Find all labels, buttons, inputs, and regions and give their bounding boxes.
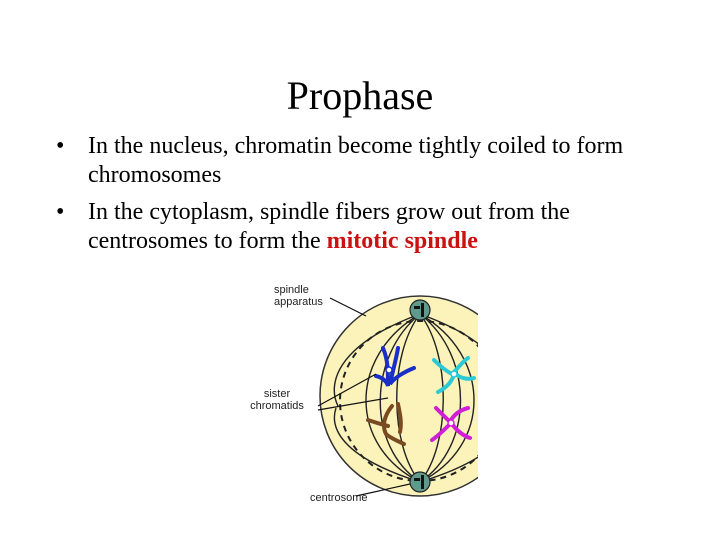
bullet-item-cytoplasm [56,198,676,256]
label-sister-line1: sister [263,388,291,400]
bullet-marker: • [56,133,65,159]
mitotic-spindle-highlight: mitotic spindle [326,228,478,254]
label-spindle-line2: apparatus [274,296,323,308]
prophase-diagram [238,276,478,536]
centrosome-top [410,300,430,320]
label-sister-line2: chromatids [250,400,304,412]
label-centrosome [310,492,367,504]
title-text: Prophase [286,73,434,118]
label-spindle-line1: spindle [274,284,309,296]
page-title [0,72,720,120]
bullet-marker: • [56,199,65,225]
bullet-text: In the nucleus, chromatin become tightly coiled to form chromosomes [88,133,624,188]
cell-membrane [320,296,478,496]
label-spindle-apparatus [274,284,323,308]
bullet-item-nucleus [56,132,676,190]
label-centrosome-text: centrosome [310,492,368,504]
centrosome-bottom [410,472,430,492]
bullet-list [56,132,676,264]
bullet-text: In the cytoplasm, spindle fibers grow out from the centrosomes to form the [88,199,570,254]
label-sister-chromatids [242,388,312,412]
